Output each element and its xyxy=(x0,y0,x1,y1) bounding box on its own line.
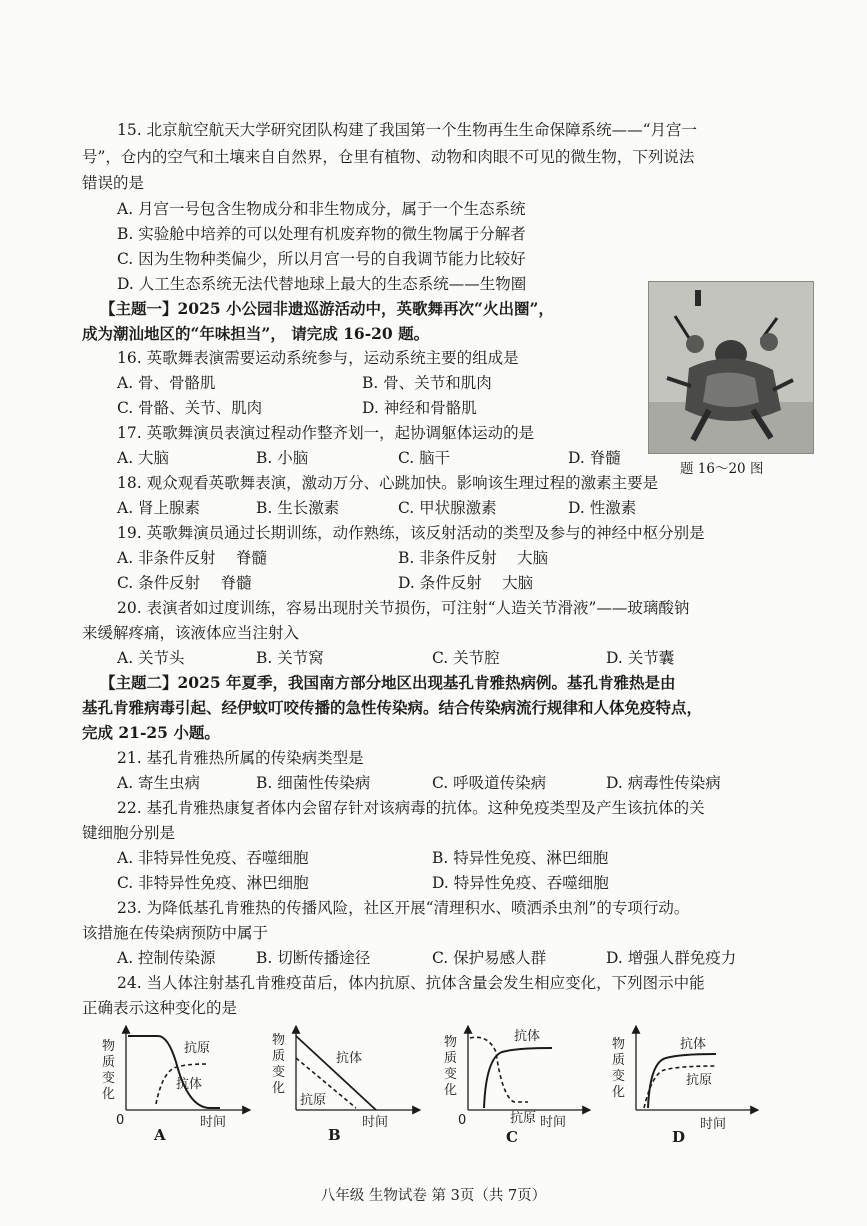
q23-stem-line2: 该措施在传染病预防中属于 xyxy=(82,924,269,942)
q21-option-a: A. 寄生虫病 xyxy=(117,774,201,792)
graph-a-origin: 0 xyxy=(116,1113,125,1128)
graph-a-label-antibody: 抗体 xyxy=(176,1077,203,1092)
graph-b-letter: B xyxy=(328,1126,341,1144)
graph-a-letter: A xyxy=(154,1126,166,1144)
theme2-line3: 完成 21-25 小题。 xyxy=(82,723,220,742)
graph-c-ylabel-1: 物 xyxy=(444,1035,458,1050)
q20-option-d: D. 关节囊 xyxy=(606,649,675,667)
graph-c xyxy=(436,1022,596,1144)
q17-stem: 17. 英歌舞演员表演过程动作整齐划一，起协调躯体运动的是 xyxy=(117,424,535,442)
graph-d-label-antigen: 抗原 xyxy=(686,1073,713,1088)
graph-c-ylabel-4: 化 xyxy=(444,1083,458,1098)
q23-stem-line1: 23. 为降低基孔肯雅热的传播风险，社区开展“清理积水、喷洒杀虫剂”的专项行动。 xyxy=(117,899,690,917)
q22-option-c: C. 非特异性免疫、淋巴细胞 xyxy=(117,874,309,892)
graph-b-ylabel-3: 变 xyxy=(272,1065,286,1080)
graph-d-ylabel-3: 变 xyxy=(612,1069,626,1084)
graph-b-ylabel-1: 物 xyxy=(272,1033,286,1048)
q20-option-a: A. 关节头 xyxy=(117,649,185,667)
q19-option-c: C. 条件反射 脊髓 xyxy=(117,574,252,592)
graph-d-ylabel-2: 质 xyxy=(612,1053,626,1068)
q20-stem-line1: 20. 表演者如过度训练，容易出现肘关节损伤，可注射“人造关节滑液”——玻璃酸钠 xyxy=(117,599,690,617)
graph-d-label-antibody: 抗体 xyxy=(680,1037,707,1052)
q17-option-c: C. 脑干 xyxy=(398,449,451,467)
q22-stem-line2: 键细胞分别是 xyxy=(82,824,176,842)
graph-b-xlabel: 时间 xyxy=(362,1115,389,1130)
q18-option-b: B. 生长激素 xyxy=(256,499,340,517)
q19-option-a: A. 非条件反射 脊髓 xyxy=(117,549,267,567)
graph-c-ylabel-2: 质 xyxy=(444,1051,458,1066)
q16-option-c: C. 骨骼、关节、肌肉 xyxy=(117,399,263,417)
q19-option-b: B. 非条件反射 大脑 xyxy=(398,549,549,567)
q22-option-b: B. 特异性免疫、淋巴细胞 xyxy=(432,849,609,867)
graph-a-xlabel: 时间 xyxy=(200,1115,227,1130)
q21-option-b: B. 细菌性传染病 xyxy=(256,774,371,792)
graph-d xyxy=(604,1022,764,1144)
graph-a-label-antigen: 抗原 xyxy=(184,1041,211,1056)
q15-option-b: B. 实验舱中培养的可以处理有机废弃物的微生物属于分解者 xyxy=(117,225,526,243)
q16-option-d: D. 神经和骨骼肌 xyxy=(362,399,477,417)
graph-b-label-antibody: 抗体 xyxy=(336,1051,363,1066)
q16-stem: 16. 英歌舞表演需要运动系统参与，运动系统主要的组成是 xyxy=(117,349,519,367)
q19-option-d: D. 条件反射 大脑 xyxy=(398,574,534,592)
q15-option-c: C. 因为生物种类偏少，所以月宫一号的自我调节能力比较好 xyxy=(117,250,526,268)
graph-c-label-antigen: 抗原 xyxy=(510,1111,537,1126)
graph-b-ylabel-2: 质 xyxy=(272,1049,286,1064)
q24-stem-line2: 正确表示这种变化的是 xyxy=(82,999,238,1017)
graph-a-ylabel-3: 变 xyxy=(102,1071,116,1086)
q19-stem: 19. 英歌舞演员通过长期训练，动作熟练，该反射活动的类型及参与的神经中枢分别是 xyxy=(117,524,705,542)
graph-c-ylabel-3: 变 xyxy=(444,1067,458,1082)
q17-option-b: B. 小脑 xyxy=(256,449,309,467)
q20-stem-line2: 来缓解疼痛，该液体应当注射入 xyxy=(82,624,300,642)
q17-option-d: D. 脊髓 xyxy=(568,449,621,467)
q18-option-c: C. 甲状腺激素 xyxy=(398,499,497,517)
q21-stem: 21. 基孔肯雅热所属的传染病类型是 xyxy=(117,749,364,767)
q22-stem-line1: 22. 基孔肯雅热康复者体内会留存针对该病毒的抗体。这种免疫类型及产生该抗体的关 xyxy=(117,799,705,817)
theme1-line2: 成为潮汕地区的“年味担当”， 请完成 16-20 题。 xyxy=(82,324,430,343)
q15-option-d: D. 人工生态系统无法代替地球上最大的生态系统——生物圈 xyxy=(117,275,527,293)
yingge-dance-photo xyxy=(648,281,814,454)
graph-c-origin: 0 xyxy=(458,1113,467,1128)
q23-option-a: A. 控制传染源 xyxy=(117,949,216,967)
page-footer: 八年级 生物试卷 第 3页（共 7页） xyxy=(320,1188,547,1204)
q21-option-c: C. 呼吸道传染病 xyxy=(432,774,547,792)
graph-a-ylabel-2: 质 xyxy=(102,1055,116,1070)
theme1-line1: 【主题一】2025 小公园非遗巡游活动中，英歌舞再次“火出圈”， xyxy=(100,299,554,318)
graph-d-letter: D xyxy=(672,1128,686,1144)
graph-a xyxy=(96,1022,256,1144)
q15-stem-line2: 号”，仓内的空气和土壤来自自然界，仓里有植物、动物和肉眼不可见的微生物，下列说法 xyxy=(82,148,695,166)
graph-c-letter: C xyxy=(506,1128,518,1144)
graph-d-ylabel-1: 物 xyxy=(612,1037,626,1052)
graph-c-label-antibody: 抗体 xyxy=(514,1029,541,1044)
graph-d-xlabel: 时间 xyxy=(700,1117,727,1132)
graph-c-dashed-curve xyxy=(470,1037,528,1102)
graph-b-ylabel-4: 化 xyxy=(272,1081,286,1096)
q23-option-c: C. 保护易感人群 xyxy=(432,949,547,967)
q20-option-b: B. 关节窝 xyxy=(256,649,324,667)
graph-a-ylabel-1: 物 xyxy=(102,1039,116,1054)
graph-c-solid-curve xyxy=(484,1048,552,1108)
q18-stem: 18. 观众观看英歌舞表演，激动万分、心跳加快。影响该生理过程的激素主要是 xyxy=(117,474,659,492)
q23-option-b: B. 切断传播途径 xyxy=(256,949,371,967)
q21-option-d: D. 病毒性传染病 xyxy=(606,774,721,792)
figure-caption: 题 16～20 图 xyxy=(680,461,764,477)
q20-option-c: C. 关节腔 xyxy=(432,649,500,667)
theme2-line1: 【主题二】2025 年夏季，我国南方部分地区出现基孔肯雅热病例。基孔肯雅热是由 xyxy=(100,673,676,692)
graph-d-ylabel-4: 化 xyxy=(612,1085,626,1100)
graph-b-label-antigen: 抗原 xyxy=(300,1093,327,1108)
q24-stem-line1: 24. 当人体注射基孔肯雅疫苗后，体内抗原、抗体含量会发生相应变化，下列图示中能 xyxy=(117,974,705,992)
theme2-line2: 基孔肯雅病毒引起、经伊蚊叮咬传播的急性传染病。结合传染病流行规律和人体免疫特点， xyxy=(82,698,703,717)
q16-option-a: A. 骨、骨骼肌 xyxy=(117,374,216,392)
q18-option-a: A. 肾上腺素 xyxy=(117,499,201,517)
q22-option-a: A. 非特异性免疫、吞噬细胞 xyxy=(117,849,309,867)
q23-option-d: D. 增强人群免疫力 xyxy=(606,949,737,967)
q22-option-d: D. 特异性免疫、吞噬细胞 xyxy=(432,874,609,892)
q17-option-a: A. 大脑 xyxy=(117,449,170,467)
q16-option-b: B. 骨、关节和肌肉 xyxy=(362,374,492,392)
graph-c-xlabel: 时间 xyxy=(540,1115,567,1130)
q18-option-d: D. 性激素 xyxy=(568,499,637,517)
graph-a-ylabel-4: 化 xyxy=(102,1087,116,1102)
q15-stem-line3: 错误的是 xyxy=(82,174,145,192)
q15-stem-line1: 15. 北京航空航天大学研究团队构建了我国第一个生物再生生命保障系统——“月宫一 xyxy=(117,121,698,139)
graph-b xyxy=(266,1022,426,1144)
q15-option-a: A. 月宫一号包含生物成分和非生物成分，属于一个生态系统 xyxy=(117,200,526,218)
